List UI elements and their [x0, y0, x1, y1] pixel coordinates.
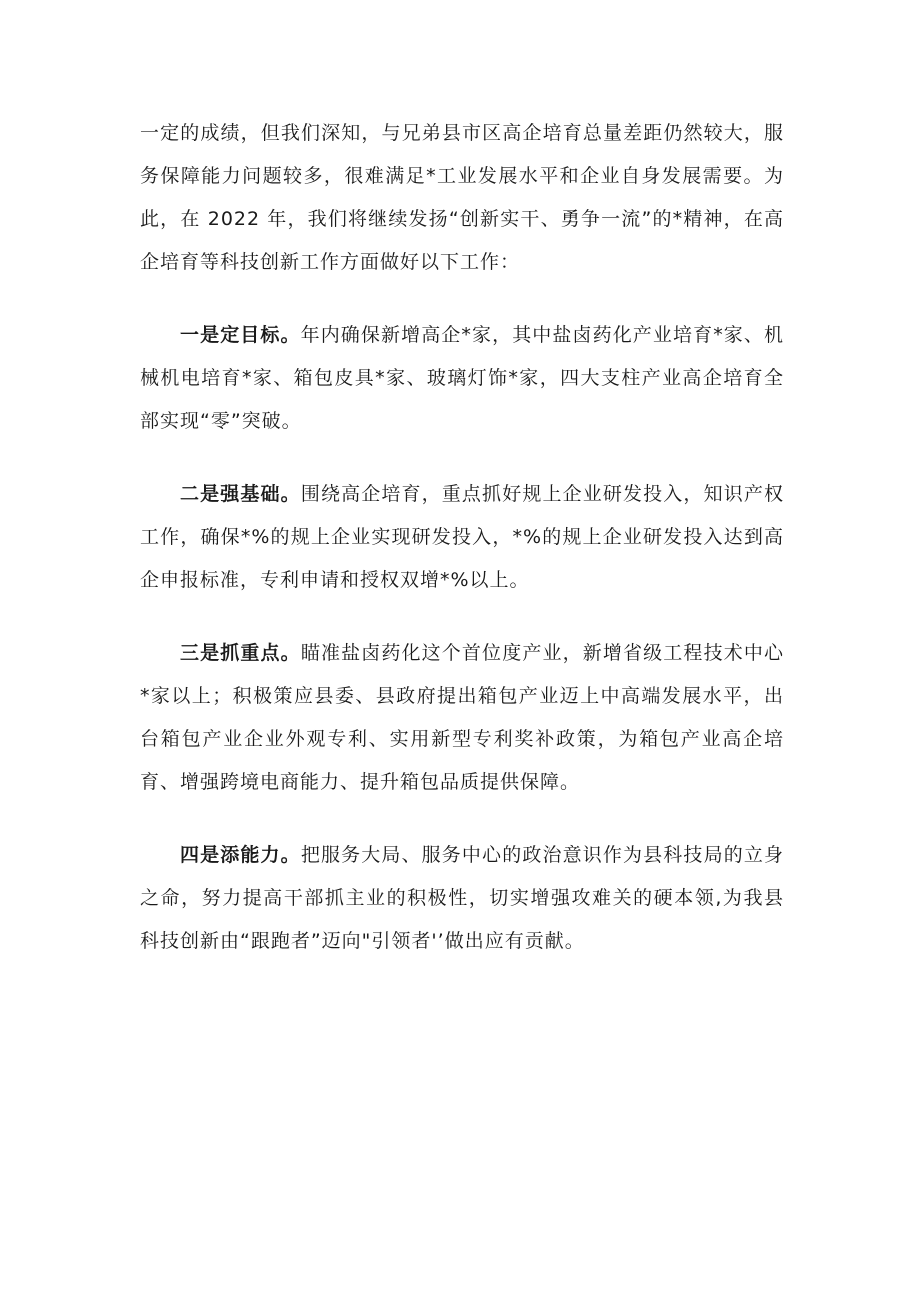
- intro-paragraph: 一定的成绩，但我们深知，与兄弟县市区高企培育总量差距仍然较大，服务保障能力问题较多，很难满足*工业发展水平和企业自身发展需要。为此，在 2022 年，我们将继续发扬“创新实干、勇争一流”的*精神，在高企培育等科技创新工作方面做好以下工作：: [140, 122, 784, 273]
- paragraph-spacer: [140, 284, 784, 314]
- item-paragraph-2: [140, 473, 784, 602]
- item-text-2: 围绕高企培育，重点抓好规上企业研发投入，知识产权工作，确保*%的规上企业实现研发投入，*%的规上企业研发投入达到高企申报标准，专利申请和授权双增*%以上。: [140, 483, 784, 591]
- item-heading-4: 四是添能力。: [180, 844, 301, 866]
- document-body: [140, 112, 784, 963]
- item-paragraph-4: [140, 834, 784, 963]
- paragraph-spacer: [140, 804, 784, 834]
- item-heading-3: 三是抓重点。: [180, 642, 301, 664]
- item-heading-2: 二是强基础。: [180, 483, 301, 505]
- paragraph-spacer: [140, 602, 784, 632]
- item-text-3: 瞄准盐卤药化这个首位度产业，新增省级工程技术中心*家以上；积极策应县委、县政府提出箱包产业迈上中高端发展水平，出台箱包产业企业外观专利、实用新型专利奖补政策，为箱包产业高企培育、增强跨境电商能力、提升箱包品质提供保障。: [140, 642, 784, 793]
- item-paragraph-3: [140, 632, 784, 804]
- paragraph-spacer: [140, 443, 784, 473]
- item-text-1: 年内确保新增高企*家，其中盐卤药化产业培育*家、机械机电培育*家、箱包皮具*家、玻璃灯饰*家，四大支柱产业高企培育全部实现“零”突破。: [140, 324, 784, 432]
- item-paragraph-1: [140, 314, 784, 443]
- item-heading-1: 一是定目标。: [180, 324, 301, 346]
- item-text-4: 把服务大局、服务中心的政治意识作为县科技局的立身之命，努力提高干部抓主业的积极性，切实增强攻难关的硬本领,为我县科技创新由“跟跑者”迈向"引领者'’做出应有贡献。: [140, 844, 784, 952]
